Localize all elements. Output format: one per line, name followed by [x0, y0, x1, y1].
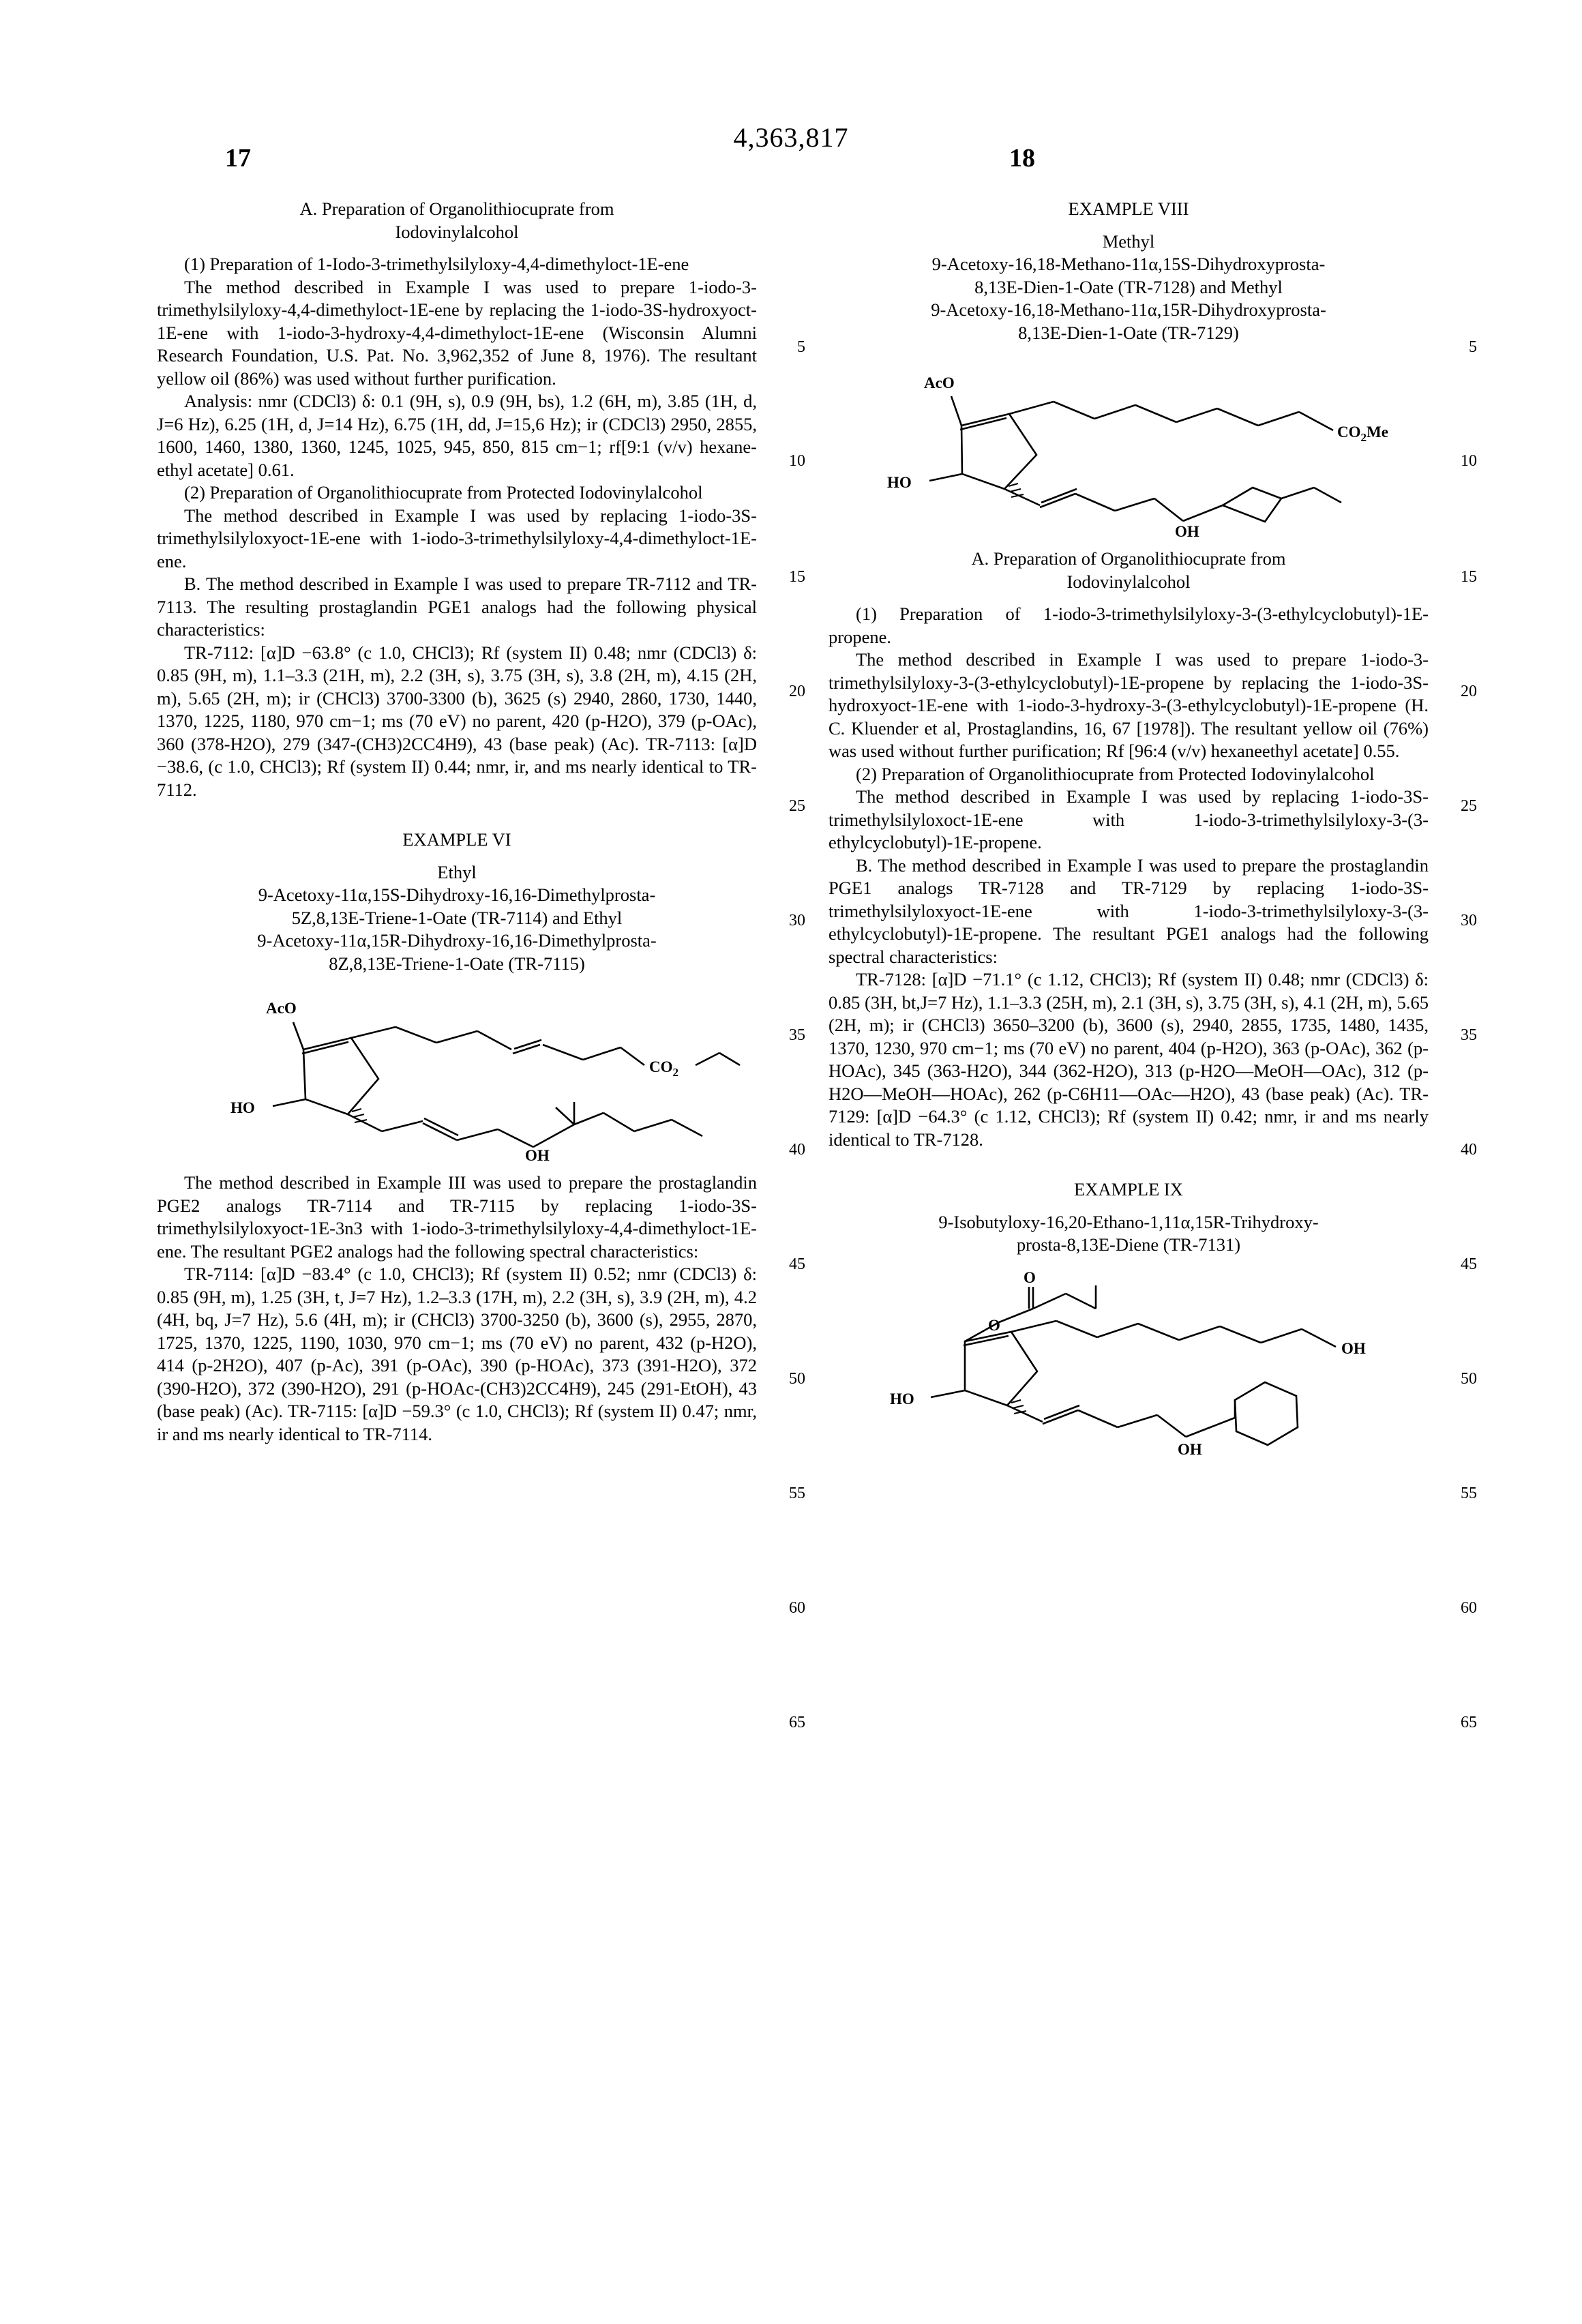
label-aco: AcO	[266, 1000, 297, 1017]
example-viii-name-3: 8,13E-Dien-1-Oate (TR-7128) and Methyl	[974, 276, 1283, 297]
line-number: 10	[1461, 452, 1477, 470]
example-viii-title: EXAMPLE VIII	[1068, 198, 1189, 219]
patent-number: 4,363,817	[733, 122, 849, 153]
column-number-right: 18	[1009, 144, 1035, 173]
section-heading-a-line2: Iodovinylalcohol	[395, 221, 519, 242]
section-heading-a: A. Preparation of Organolithiocuprate from	[299, 198, 614, 219]
structure-svg-viii	[829, 354, 1415, 538]
label-aco: AcO	[924, 374, 955, 391]
paragraph-r1: (1) Preparation of 1-iodo-3-trimethylsilyloxy-3-(3-ethylcyclobutyl)-1E-propene.	[829, 604, 1429, 647]
paragraph-tr7112: TR-7112: [α]D −63.8° (c 1.0, CHCl3); Rf (system II) 0.48; nmr (CDCl3) δ: 0.85 (9H, m), 1.1–3.3 (21H, m), 2.2 (3H, s), 3.75 (3H, s), 3.8 (2H, m), 4.15 (2H, m), 5.65 (2H, m); ir (CHCl3) 3700-3300 (b), 3625 (s) 2940, 2860, 1730, 1440, 1370, 1225, 1180, 970 cm−1; ms (70 eV) no parent, 420 (p-H2O), 379 (p-OAc), 360 (378-H2O), 279 (347-(CH3)2CC4H9), 43 (base peak) (Ac). TR-7113: [α]D −38.6, (c 1.0, CHCl3); Rf (system II) 0.44; nmr, ir, and ms nearly identical to TR-7112.	[157, 642, 757, 800]
example-ix-title: EXAMPLE IX	[1074, 1179, 1183, 1200]
line-number: 30	[1461, 912, 1477, 929]
line-number: 35	[789, 1026, 805, 1044]
example-viii-name-4: 9-Acetoxy-16,18-Methano-11α,15R-Dihydroxyprosta-	[931, 299, 1326, 320]
chemical-structure-example-ix	[829, 1266, 1429, 1457]
line-number: 55	[789, 1485, 805, 1502]
line-number: 55	[1461, 1485, 1477, 1502]
paragraph-tr7114: TR-7114: [α]D −83.4° (c 1.0, CHCl3); Rf (system II) 0.52; nmr (CDCl3) δ: 0.85 (9H, m), 1.25 (3H, t, J=7 Hz), 1.2–3.3 (17H, m), 2.2 (3H, s), 3.9 (2H, m), 4.2 (4H, bq, J=7 Hz), 5.6 (4H, m); ir (CHCl3) 3700-3250 (b), 3600 (s), 2955, 2870, 1725, 1370, 1225, 1190, 1030, 970 cm−1; ms (70 eV) no parent, 432 (p-H2O), 414 (p-2H2O), 407 (p-Ac), 391 (p-OAc), 390 (p-HOAc), 373 (391-H2O), 372 (390-H2O), 372 (390-H2O), 291 (p-HOAc-(CH3)2CC4H9), 245 (291-EtOH), 43 (base peak) (Ac). TR-7115: [α]D −59.3° (c 1.0, CHCl3); Rf (system II) 0.47; nmr, ir and ms nearly identical to TR-7114.	[157, 1264, 757, 1444]
paragraph-r4: The method described in Example I was used by replacing 1-iodo-3S-trimethylsilyloxoct-1E-ene with 1-iodo-3-trimethylsilyloxy-3-(3-ethylcyclobutyl)-1E-propene.	[829, 786, 1429, 852]
section-heading-a-right-line2: Iodovinylalcohol	[1066, 571, 1191, 592]
paragraph-r3: (2) Preparation of Organolithiocuprate from Protected Iodovinylalcohol	[856, 763, 1375, 784]
column-number-left: 17	[225, 144, 251, 173]
chemical-structure-example-vi	[157, 985, 757, 1162]
left-column	[157, 198, 757, 1446]
label-oh: OH	[525, 1147, 550, 1162]
line-number: 20	[789, 683, 805, 700]
paragraph-r2: The method described in Example I was used to prepare 1-iodo-3-trimethylsilyloxy-3-(3-ethylcyclobutyl)-1E-propene by replacing the 1-iodo-3S-hydroxyoct-1E-ene with 1-iodo-3-hydroxy-3-(3-ethylcyclobutyl)-1E-propene (H. C. Kluender et al, Prostaglandins, 16, 67 [1978]). The resultant yellow oil (76%) was used without further purification; Rf [96:4 (v/v) hexaneethyl acetate] 0.55.	[829, 649, 1429, 761]
line-number: 25	[789, 797, 805, 815]
structure-svg-vi	[157, 985, 743, 1162]
line-number: 45	[1461, 1255, 1477, 1273]
line-number: 40	[1461, 1141, 1477, 1159]
line-number: 60	[789, 1599, 805, 1617]
paragraph-tr7128: TR-7128: [α]D −71.1° (c 1.12, CHCl3); Rf (system II) 0.48; nmr (CDCl3) δ: 0.85 (3H, bt,J=7 Hz), 1.1–3.3 (25H, m), 2.1 (3H, s), 3.75 (3H, s), 4.1 (2H, m), 5.65 (2H, m); ir (CHCl3) 3650–3200 (b), 3600 (s), 2940, 2855, 1735, 1480, 1435, 1370, 1230, 970 cm−1; ms (70 eV) no parent, 404 (p-H2O), 363 (p-OAc), 362 (p-HOAc), 345 (363-H2O), 344 (362-H2O), 313 (p-H2O—MeOH—OAc), 312 (p-H2O—MeOH—HOAc), 262 (p-C6H11—OAc—H2O), 43 (base peak) (Ac). TR-7129: [α]D −64.3° (c 1.12, CHCl3); Rf (system II) 0.42; nmr, ir and ms nearly identical to TR-7128.	[829, 969, 1429, 1150]
line-number: 50	[789, 1370, 805, 1388]
line-number: 25	[1461, 797, 1477, 815]
line-number: 5	[797, 338, 805, 356]
line-number: 65	[1461, 1714, 1477, 1731]
paragraph-r5: B. The method described in Example I was used to prepare the prostaglandin PGE1 analogs TR-7128 and TR-7129 by replacing 1-iodo-3S-trimethylsilyloxyoct-1E-ene with 1-iodo-3-trimethylsilyloxy-3-(3-ethylcyclobutyl)-1E-propene. The resultant PGE1 analogs had the following spectral characteristics:	[829, 854, 1429, 967]
example-vi-name-3: 5Z,8,13E-Triene-1-Oate (TR-7114) and Ethyl	[291, 907, 623, 928]
paragraph-a5: The method described in Example I was used by replacing 1-iodo-3S-trimethylsilyloxyoct-1E-ene with 1-iodo-3-trimethylsilyloxy-4,4-dimethyloct-1E-ene.	[157, 505, 757, 571]
label-ho: HO	[230, 1099, 255, 1116]
line-number: 50	[1461, 1370, 1477, 1388]
example-vi-name-5: 8Z,8,13E-Triene-1-Oate (TR-7115)	[329, 953, 585, 974]
paragraph-a2: The method described in Example I was used to prepare 1-iodo-3-trimethylsilyloxy-4,4-dimethyloct-1E-ene by replacing the 1-iodo-3S-hydroxyoct-1E-ene with 1-iodo-3-hydroxy-4,4-dimethyloct-1E-ene (Wisconsin Alumni Research Foundation, U.S. Pat. No. 3,962,352 of June 8, 1976). The resultant yellow oil (86%) was used without further purification.	[157, 276, 757, 389]
line-number: 5	[1469, 338, 1477, 356]
line-number: 15	[789, 568, 805, 586]
right-column	[829, 198, 1429, 1467]
paragraph-b: B. The method described in Example I was used to prepare TR-7112 and TR-7113. The resulting prostaglandin PGE1 analogs had the following physical characteristics:	[157, 573, 757, 640]
label-oh: OH	[1175, 523, 1199, 538]
line-number: 30	[789, 912, 805, 929]
paragraph-analysis: Analysis: nmr (CDCl3) δ: 0.1 (9H, s), 0.9 (9H, bs), 1.2 (6H, m), 3.85 (1H, d, J=6 Hz), 6.25 (1H, d, J=14 Hz), 6.75 (1H, dd, J=15,6 Hz); ir (CDCl3) 2950, 2855, 1600, 1460, 1380, 1360, 1245, 1025, 945, 850, 815 cm−1; rf[9:1 (v/v) hexane-ethyl acetate] 0.61.	[157, 391, 757, 480]
label-carbonyl-o: O	[1024, 1268, 1036, 1286]
paragraph-a1: (1) Preparation of 1-Iodo-3-trimethylsilyloxy-4,4-dimethyloct-1E-ene	[184, 254, 689, 274]
paragraph-a4: (2) Preparation of Organolithiocuprate from Protected Iodovinylalcohol	[184, 482, 703, 503]
example-viii-name-5: 8,13E-Dien-1-Oate (TR-7129)	[1018, 322, 1239, 343]
paragraph-example-vi-method: The method described in Example III was used to prepare the prostaglandin PGE2 analogs TR-7114 and TR-7115 by replacing 1-iodo-3S-trimethylsilyloxyoct-1E-3n3 with 1-iodo-3-trimethylsilyloxy-4,4-dimethyloct-1E-ene. The resultant PGE2 analogs had the following spectral characteristics:	[157, 1172, 757, 1262]
line-number: 35	[1461, 1026, 1477, 1044]
line-number: 15	[1461, 568, 1477, 586]
line-number: 20	[1461, 683, 1477, 700]
label-oh-right: OH	[1341, 1339, 1366, 1357]
line-number: 40	[789, 1141, 805, 1159]
structure-svg-ix	[829, 1266, 1415, 1457]
example-vi-title: EXAMPLE VI	[402, 829, 511, 850]
example-vi-name-2: 9-Acetoxy-11α,15S-Dihydroxy-16,16-Dimethylprosta-	[258, 884, 656, 905]
line-number: 45	[789, 1255, 805, 1273]
label-ho: HO	[887, 474, 912, 491]
line-number: 65	[789, 1714, 805, 1731]
line-number: 10	[789, 452, 805, 470]
label-ester-o: O	[988, 1316, 1000, 1334]
example-ix-name-2: prosta-8,13E-Diene (TR-7131)	[1016, 1234, 1241, 1255]
section-heading-a-right: A. Preparation of Organolithiocuprate from	[971, 548, 1286, 569]
label-co2me: $CO_2Me$	[1337, 423, 1388, 444]
label-ho: HO	[890, 1390, 914, 1407]
example-vi-name-4: 9-Acetoxy-11α,15R-Dihydroxy-16,16-Dimethylprosta-	[257, 930, 657, 951]
example-ix-name-1: 9-Isobutyloxy-16,20-Ethano-1,11α,15R-Trihydroxy-	[938, 1211, 1319, 1232]
chemical-structure-example-viii	[829, 354, 1429, 538]
example-viii-name-1: Methyl	[1102, 230, 1155, 252]
line-number: 60	[1461, 1599, 1477, 1617]
example-vi-name-1: Ethyl	[437, 861, 477, 882]
label-oh-bottom: OH	[1178, 1440, 1202, 1457]
example-viii-name-2: 9-Acetoxy-16,18-Methano-11α,15S-Dihydroxyprosta-	[931, 254, 1326, 274]
label-co2: $CO_2$	[649, 1058, 678, 1079]
